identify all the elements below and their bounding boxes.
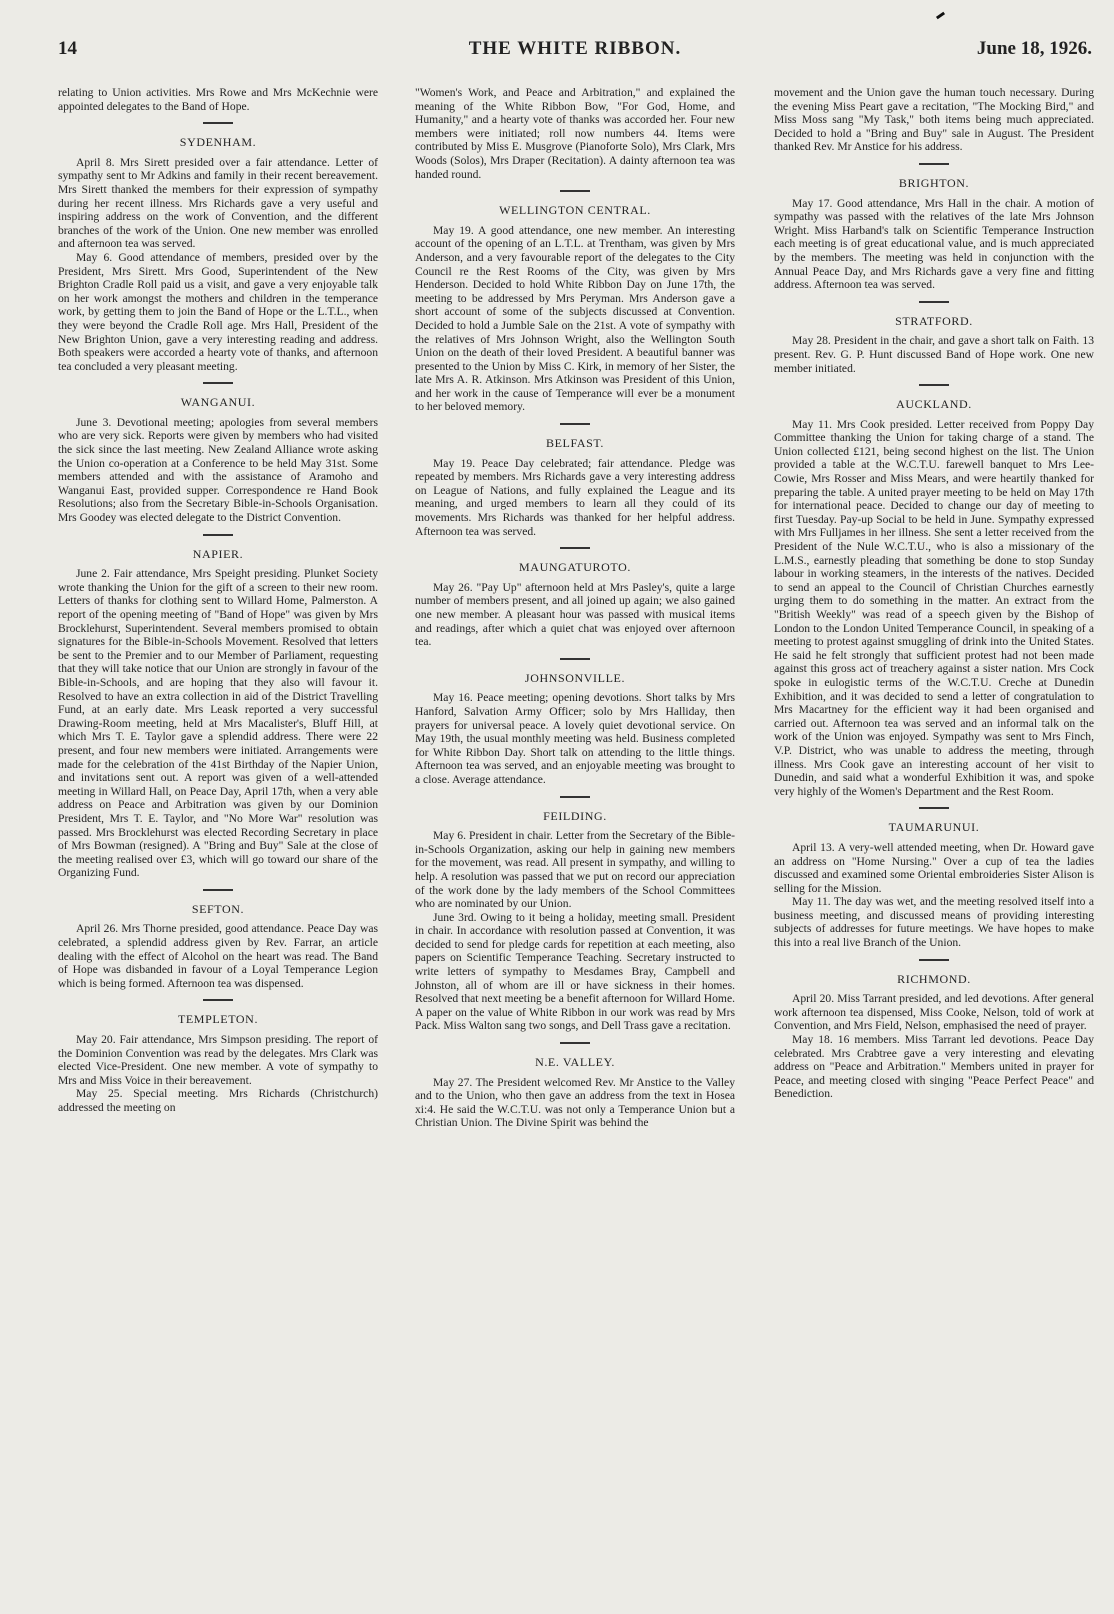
section-heading: STRATFORD. [895,313,973,328]
report-section [774,177,1094,292]
continued-text: movement and the Union gave the human touch necessary. During the evening Miss Peart gave a recitation, "The Mocking Bird," and Miss Moss sang "My Task," both items being much appreciated. Decided to hold a "Bring and Buy" sale in August. The President thanked Rev. Mr Anstice for his address. [774,86,1094,154]
report-paragraph: May 27. The President welcomed Rev. Mr Anstice to the Valley and to the Union, who then gave an address from the text in Hosea xi:4. He said the W.C.T.U. was not only a Temperance Union but a Christian Union. The Divine Spirit was behind the [415,1075,735,1130]
report-section [58,903,378,991]
report-paragraph: May 19. Peace Day celebrated; fair attendance. Pledge was repeated by members. Mrs Richards gave a very interesting address on League of Nations, and fully explained the League and its meaning, and urged members to learn all they could of its movements. Mrs Richards was thanked for her helpful address. Afternoon tea was served. [415,456,735,538]
report-section [415,437,735,538]
section-divider [919,384,949,386]
report-paragraph: May 25. Special meeting. Mrs Richards (Christchurch) addressed the meeting on [58,1087,378,1114]
report-paragraph: May 16. Peace meeting; opening devotions. Short talks by Mrs Hanford, Salvation Army Officer; solo by Mrs Halliday, then prayers for universal peace. A lovely quiet devotional service. On May 19th, the usual monthly meeting was held. Business completed for White Ribbon Day. Short talk on attending to the little things. Afternoon tea was served, and an enjoyable meeting was brought to a close. Average attendance. [415,691,735,786]
continued-text: "Women's Work, and Peace and Arbitration," and explained the meaning of the White Ribbon Bow, "For God, Home, and Humanity," and a hearty vote of thanks was accorded her. Four new members were initiated; roll now numbers 44. Items were contributed by Miss E. Musgrove (Pianoforte Solo), Mrs Clark, Mrs Woods (Solos), Mrs Draper (Recitation). A dainty afternoon tea was handed round. [415,86,735,181]
section-divider [919,163,949,165]
report-paragraph: May 6. President in chair. Letter from the Secretary of the Bible-in-Schools Organization, asking our help in gaining new members for the movement, was read. All present in sympathy, and willing to help. A resolution was passed that we put on record our appreciation of the work done by the lady members of the School Committees who are nominated by our Union. [415,829,735,911]
report-paragraph: May 28. President in the chair, and gave a short talk on Faith. 13 present. Rev. G. P. Hunt discussed Band of Hope work. One new member initiated. [774,334,1094,375]
section-heading: AUCKLAND. [896,397,972,412]
section-divider [203,999,233,1001]
section-divider [203,534,233,536]
report-section [58,136,378,373]
section-divider [560,547,590,549]
section-heading: FEILDING. [543,808,607,823]
section-heading: WELLINGTON CENTRAL. [499,203,651,218]
section-heading: RICHMOND. [897,971,971,986]
report-section [415,1056,735,1130]
section-heading: TAUMARUNUI. [888,820,980,835]
report-section [774,398,1094,798]
report-paragraph: May 17. Good attendance, Mrs Hall in the chair. A motion of sympathy was passed with the relatives of the late Mrs Johnson Wright. Miss Harband's talk on Scientific Temperance Instruction each meeting is of great educational value, and is much appreciated by the members. The meeting was held in conjunction with the Annual Peace Day, and Mrs Richards gave a very fine and fitting address. Afternoon tea was served. [774,196,1094,292]
report-paragraph: June 3. Devotional meeting; apologies from several members who are very sick. Reports were given by members who had visited the sick since the last meeting. New Zealand Alliance wrote asking the Union co-operation at a Conference to be held May 31st. Some members attended and with the assistance of Aramoho and Wanganui East, provided supper. Correspondence re Hand Book Resolutions; also from the Secretary Bible-in-Schools Organisation. Mrs Goodey was elected delegate to the District Convention. [58,415,378,525]
section-heading: BELFAST. [545,436,605,451]
section-heading: JOHNSONVILLE. [524,670,626,685]
section-heading: NAPIER. [192,546,244,561]
report-paragraph: May 19. A good attendance, one new member. An interesting account of the opening of an L.T.L. at Trentham, was given by Mrs Anderson, and a very favourable report of the delegates to the City Council re the Rest Rooms of the City, was given by Mrs Henderson. Decided to hold White Ribbon Day on June 17th, the meeting to be addressed by Mrs Peryman. Mrs Anderson gave a short account of some of the subjects discussed at Convention. Decided to hold a Jumble Sale on the 21st. A vote of sympathy with the relatives of Mrs Johnson Wright, also the Wellington South Union on the death of their loved President. A beautiful banner was presented to the Union by Miss C. Kirk, in memory of her Sister, the late Mrs A. R. Atkinson. Mrs Atkinson was President of this Union, and her work in the cause of Temperance will ever be a monument to her beloved memory. [415,223,735,414]
section-divider [919,301,949,303]
report-paragraph: April 13. A very-well attended meeting, when Dr. Howard gave an address on "Home Nursing." Over a cup of tea the ladies discussed and examined some Oriental embroideries Sister Alison is selling for the Mission. [774,840,1094,895]
report-section [58,396,378,524]
section-divider [919,807,949,809]
section-heading: SYDENHAM. [179,135,257,150]
report-paragraph: May 11. The day was wet, and the meeting resolved itself into a business meeting, and discussed means of providing interesting subjects of addresses for future meetings. We have hopes to make this into a real live Branch of the Union. [774,895,1094,950]
page-header [58,32,1092,62]
report-section [415,561,735,649]
section-heading: SEFTON. [191,901,245,916]
continued-text: relating to Union activities. Mrs Rowe and Mrs McKechnie were appointed delegates to the Band of Hope. [58,86,378,113]
section-divider [203,889,233,891]
report-paragraph: June 3rd. Owing to it being a holiday, meeting small. President in chair. In accordance with resolution passed at Convention, it was decided to send for pledge cards for repetition at each meeting, also papers on Scientific Temperance Teaching. Secretary instructed to write letters of sympathy to Mesdames Bray, Campbell and Johnston, all of whom are ill or have sickness in their homes. Resolved that next meeting be a benefit afternoon for Willard Home. A paper on the value of White Ribbon in our work was read by Mrs Pack. Miss Walton sang two songs, and Dell Trass gave a recitation. [415,910,735,1033]
report-paragraph: May 26. "Pay Up" afternoon held at Mrs Pasley's, quite a large number of members present, and all joined up again; we also gained one new member. A pleasant hour was passed with musical items and readings, after which a quiet chat was enjoyed over afternoon tea. [415,580,735,649]
page-number: 14 [58,38,77,59]
section-heading: TEMPLETON. [177,1012,259,1027]
report-paragraph: April 8. Mrs Sirett presided over a fair attendance. Letter of sympathy sent to Mr Adkins and family in their recent bereavement. Mrs Sirett thanked the members for their expression of sympathy during her recent illness. Mrs Richards gave a very useful and inspiring address on the work of Convention, and the different branches of the work of the Union. One new member was enrolled and afternoon tea was served. [58,155,378,251]
report-section [774,315,1094,375]
publication-title: THE WHITE RIBBON. [468,38,682,59]
report-paragraph: May 18. 16 members. Miss Tarrant led devotions. Peace Day celebrated. Mrs Crabtree gave a very interesting and elevating address on "Peace and Arbitration." Members united in prayer for Peace, and meeting closed with singing "Peace Perfect Peace" and Benediction. [774,1033,1094,1101]
section-heading: N.E. VALLEY. [535,1055,615,1070]
report-section [415,204,735,414]
report-section [774,821,1094,949]
section-divider [203,382,233,384]
section-heading: WANGANUI. [180,395,256,410]
report-section [58,1013,378,1114]
section-divider [560,190,590,192]
column-1 [58,86,378,1115]
section-divider [560,423,590,425]
ink-mark [936,12,945,20]
report-section [58,548,378,880]
column-3 [774,86,1094,1101]
column-2 [415,86,735,1130]
report-paragraph: April 26. Mrs Thorne presided, good attendance. Peace Day was celebrated, a splendid address given by Rev. Farrar, an article dealing with the effect of Alcohol on the heart was read. The Band of Hope was disbanded in favour of a Loyal Temperance Legion which is being formed. Afternoon tea was dispensed. [58,922,378,990]
report-paragraph: April 20. Miss Tarrant presided, and led devotions. After general work afternoon tea dispensed, Miss Cooke, Nelson, told of work at Convention, and Mrs Field, Nelson, emphasised the need of prayer. [774,992,1094,1033]
issue-date: June 18, 1926. [976,38,1092,59]
section-divider [203,122,233,124]
report-paragraph: May 6. Good attendance of members, presided over by the President, Mrs Sirett. Mrs Good, Superintendent of the New Brighton Cradle Roll paid us a visit, and gave a very enjoyable talk on her work amongst the mothers and children in the temperance work, by getting them to join the Band of Hope or the L.T.L., when they were beyond the Cradle Roll age. Mrs Hall, President of the New Brighton Union, gave a very interesting reading and address. Both speakers were accorded a hearty vote of thanks, and afternoon tea concluded a very pleasant meeting. [58,250,378,373]
report-paragraph: June 2. Fair attendance, Mrs Speight presiding. Plunket Society wrote thanking the Union for the gift of a screen to their new room. Letters of thanks for clothing sent to Willard Home, Palmerston. A report of the opening meeting of "Band of Hope" was given by Mrs Brocklehurst, Superintendent. Several members promised to obtain signatures for the Bible-in-Schools Movement. Resolved that letters be sent to the Premier and to our Member of Parliament, requesting that they will take notice that our Union are strongly in favour of the Bible-in-Schools, and are hoping that they also will favour it. Resolved to have an extra collection in aid of the District Travelling Fund, at an early date. Mrs Leask reported a very successful Drawing-Room meeting, held at Mrs Macalister's, Bluff Hill, at which Mrs T. E. Taylor gave a splendid address. There were 22 present, and four new members were initiated. Arrangements were made for the celebration of the 41st Birthday of the Napier Union, and invitations sent out. A report was given of a well-attended meeting in Willard Hall, on Peace Day, April 17th, when a very able address on Peace and Arbitration was given by our Dominion President, Mrs T. E. Taylor, and "No More War" resolution was passed. Mrs Brocklehurst was elected Recording Secretary in place of Mrs Bowman (resigned). A "Bring and Buy" Sale at the close of the meeting realised over £3, which will go toward our share of the Organizing Fund. [58,567,378,880]
report-section [774,973,1094,1101]
section-divider [560,658,590,660]
report-paragraph: May 11. Mrs Cook presided. Letter received from Poppy Day Committee thanking the Union for taking charge of a stand. The Union collected £121, being second highest on the list. The Union provided a table at the W.C.T.U. farewell banquet to Mrs Lee-Cowie, Mrs Rosser and Miss Mears, and were heartily thanked for preparing the table. A united prayer meeting to be held on May 17th for international peace. Decided to change our day of meeting to first Tuesday. Pay-up Social to be held in June. Sympathy expressed with Mrs Fulljames in her illness. She sent a letter received from the President of the Nule W.C.T.U., who is also a missionary of the L.M.S., earnestly pleading that something be done to stop Sunday labour in working steamers, in the interests of the natives. Decided to send an appeal to the Council of Christian Churches earnestly urging them to do something in the matter. An extract from the "British Weekly" was read of a speech given by the Bishop of London to the London United Temperance Council, in speaking of a meeting to protest against smuggling of drink into the United States. He said he felt strongly that sufficient protest had not been made against this gross act of treachery against a sister nation. Mrs Cock spoke in eulogistic terms of the W.C.T.U. Creche at Dunedin Exhibition, and it was decided to send a letter of congratulation to Mrs Macartney for the efficient way it had been organised and carried out. Afternoon tea was served and an informal talk on the work of the Union was enjoyed. Sympathy was sent to Mrs Finch, V.P. District, who was unable to address the meeting, through illness. Mrs Cook gave an interesting account of her visit to Dunedin, and said what a wonderful Exhibition it was, and spoke very highly of the Women's Department and the Rest Room. [774,417,1094,798]
report-section [415,672,735,787]
section-heading: BRIGHTON. [898,175,970,190]
report-paragraph: May 20. Fair attendance, Mrs Simpson presiding. The report of the Dominion Convention was read by the delegates. Mrs Clark was elected Vice-President. One new member. A vote of sympathy to Mrs and Miss Voice in their bereavement. [58,1033,378,1087]
section-divider [560,796,590,798]
report-section [415,810,735,1034]
section-divider [560,1042,590,1044]
section-heading: MAUNGATUROTO. [519,560,631,575]
section-divider [919,959,949,961]
